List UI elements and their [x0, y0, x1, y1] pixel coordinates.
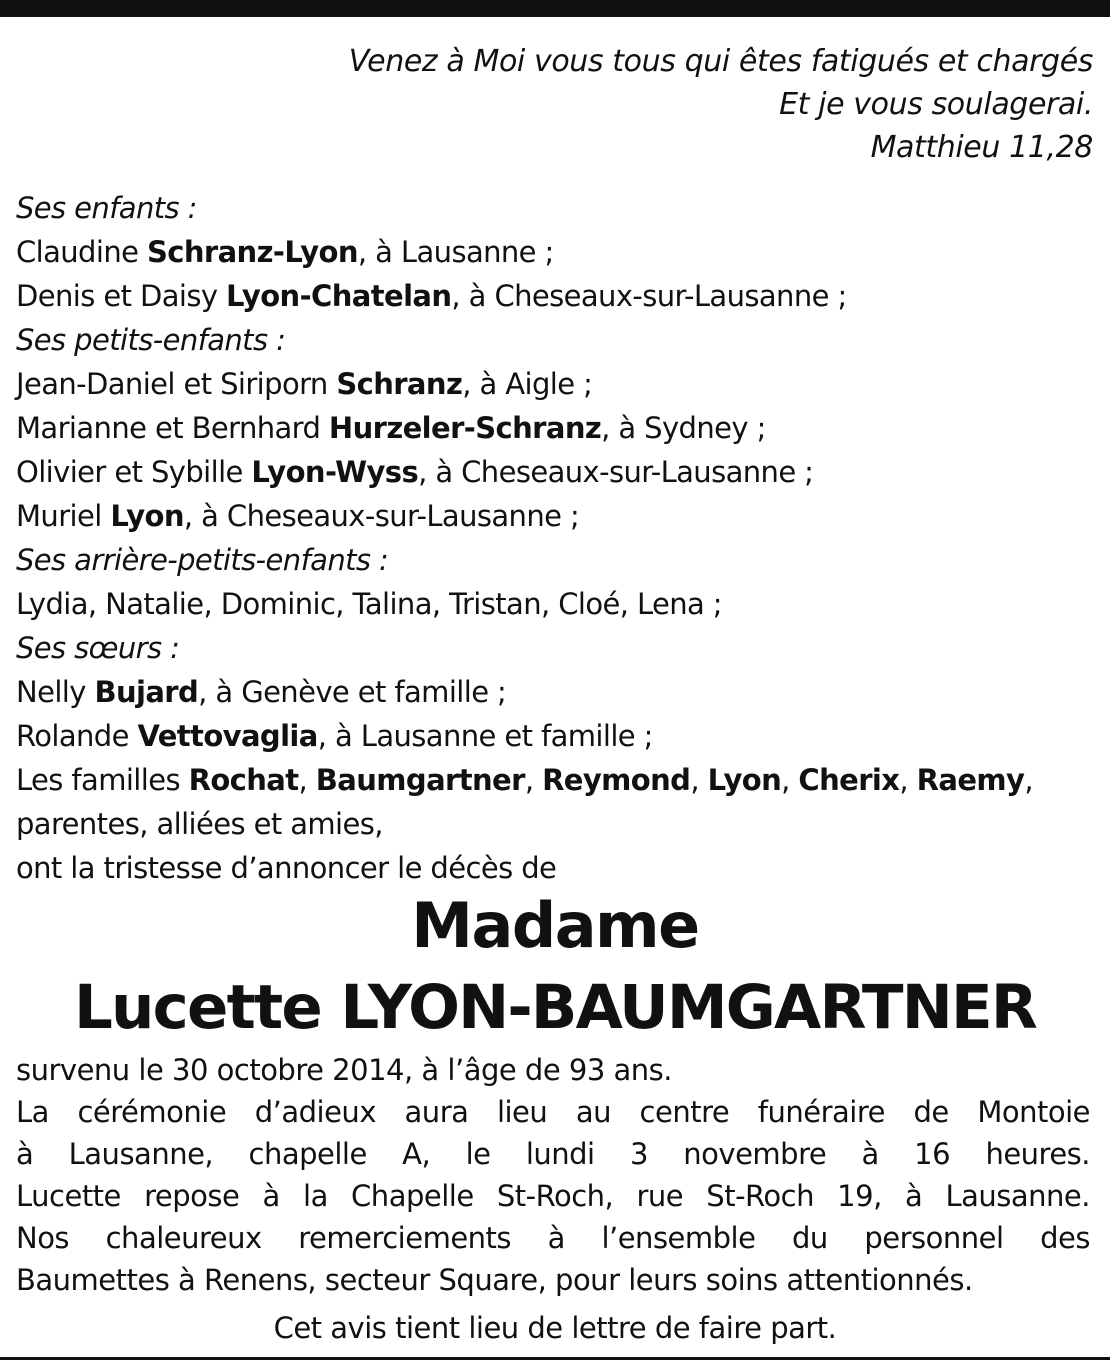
scripture-verse [93, 40, 1093, 169]
family-surname: Rochat [188, 763, 299, 797]
grandchild-location: , à Cheseaux-sur-Lausanne ; [183, 499, 580, 533]
sister-entry [16, 714, 1096, 758]
child-first-names: Claudine [16, 235, 147, 269]
families-line [16, 758, 1096, 802]
family-surname: Raemy [916, 763, 1025, 797]
families-separator: , [690, 763, 708, 797]
families-separator: , [524, 763, 543, 797]
child-entry [16, 230, 1096, 274]
children-heading: Ses enfants : [16, 191, 197, 225]
child-first-names: Denis et Daisy [16, 279, 227, 313]
sister-surname: Vettovaglia [137, 719, 318, 753]
sister-location: , à Genève et famille ; [198, 675, 507, 709]
relatives-line: parentes, alliées et amies, [16, 807, 383, 841]
verse-line-2: Et je vous soulagerai. [779, 87, 1093, 122]
death-date-line: survenu le 30 octobre 2014, à l’âge de 93 ans. [16, 1053, 672, 1087]
grandchild-entry [16, 406, 1096, 450]
grandchild-entry [16, 450, 1096, 494]
family-surname: Cherix [798, 763, 900, 797]
families-separator: , [781, 763, 799, 797]
rest-location-line: Lucette repose à la Chapelle St-Roch, rue St-Roch 19, à Lausanne. [16, 1179, 1090, 1213]
thanks-line-1: Nos chaleureux remerciements à l’ensemble du personnel des [16, 1221, 1090, 1255]
great-grandchildren-names: Lydia, Natalie, Dominic, Talina, Tristan, Cloé, Lena ; [16, 587, 722, 621]
grandchild-surname: Hurzeler-Schranz [328, 411, 602, 445]
verse-reference: Matthieu 11,28 [870, 130, 1093, 165]
grandchild-surname: Lyon-Wyss [251, 455, 419, 489]
ceremony-details [16, 1049, 1090, 1301]
families-separator: , [899, 763, 917, 797]
grandchild-surname: Lyon [110, 499, 184, 533]
family-list [16, 186, 1096, 890]
child-location: , à Cheseaux-sur-Lausanne ; [451, 279, 847, 313]
sister-surname: Bujard [94, 675, 199, 709]
ceremony-line-2: à Lausanne, chapelle A, le lundi 3 novembre à 16 heures. [16, 1137, 1090, 1171]
grandchild-first-names: Jean-Daniel et Siriporn [16, 367, 337, 401]
grandchild-location: , à Aigle ; [462, 367, 593, 401]
grandchild-first-names: Muriel [16, 499, 111, 533]
grandchild-surname: Schranz [336, 367, 463, 401]
verse-line-1: Venez à Moi vous tous qui êtes fatigués et chargés [348, 44, 1093, 79]
sister-first-name: Rolande [16, 719, 138, 753]
child-location: , à Lausanne ; [357, 235, 554, 269]
bottom-border-rule [0, 1357, 1110, 1360]
child-surname: Lyon-Chatelan [226, 279, 452, 313]
top-border-rule [0, 0, 1110, 17]
grandchild-location: , à Sydney ; [601, 411, 766, 445]
grandchild-location: , à Cheseaux-sur-Lausanne ; [418, 455, 814, 489]
child-entry [16, 274, 1096, 318]
families-prefix: Les familles [16, 763, 189, 797]
families-suffix: , [1024, 763, 1033, 797]
grandchild-entry [16, 362, 1096, 406]
families-separator: , [298, 763, 316, 797]
grandchild-entry [16, 494, 1096, 538]
announcement-line: ont la tristesse d’annoncer le décès de [16, 851, 557, 885]
family-surname: Reymond [542, 763, 691, 797]
deceased-title: Madame [411, 889, 699, 962]
deceased-name: Lucette LYON-BAUMGARTNER [73, 972, 1037, 1043]
sister-first-name: Nelly [16, 675, 95, 709]
child-surname: Schranz-Lyon [146, 235, 358, 269]
family-surname: Baumgartner [315, 763, 525, 797]
great-grandchildren-heading: Ses arrière-petits-enfants : [16, 543, 389, 577]
family-surname: Lyon [707, 763, 782, 797]
sister-entry [16, 670, 1096, 714]
grandchild-first-names: Marianne et Bernhard [16, 411, 329, 445]
ceremony-line-1: La cérémonie d’adieux aura lieu au centre funéraire de Montoie [16, 1095, 1090, 1129]
grandchild-first-names: Olivier et Sybille [16, 455, 252, 489]
thanks-line-2: Baumettes à Renens, secteur Square, pour leurs soins attentionnés. [16, 1263, 973, 1297]
sisters-heading: Ses sœurs : [16, 631, 180, 665]
notice-footer: Cet avis tient lieu de lettre de faire part. [273, 1311, 837, 1345]
sister-location: , à Lausanne et famille ; [317, 719, 653, 753]
grandchildren-heading: Ses petits-enfants : [16, 323, 286, 357]
